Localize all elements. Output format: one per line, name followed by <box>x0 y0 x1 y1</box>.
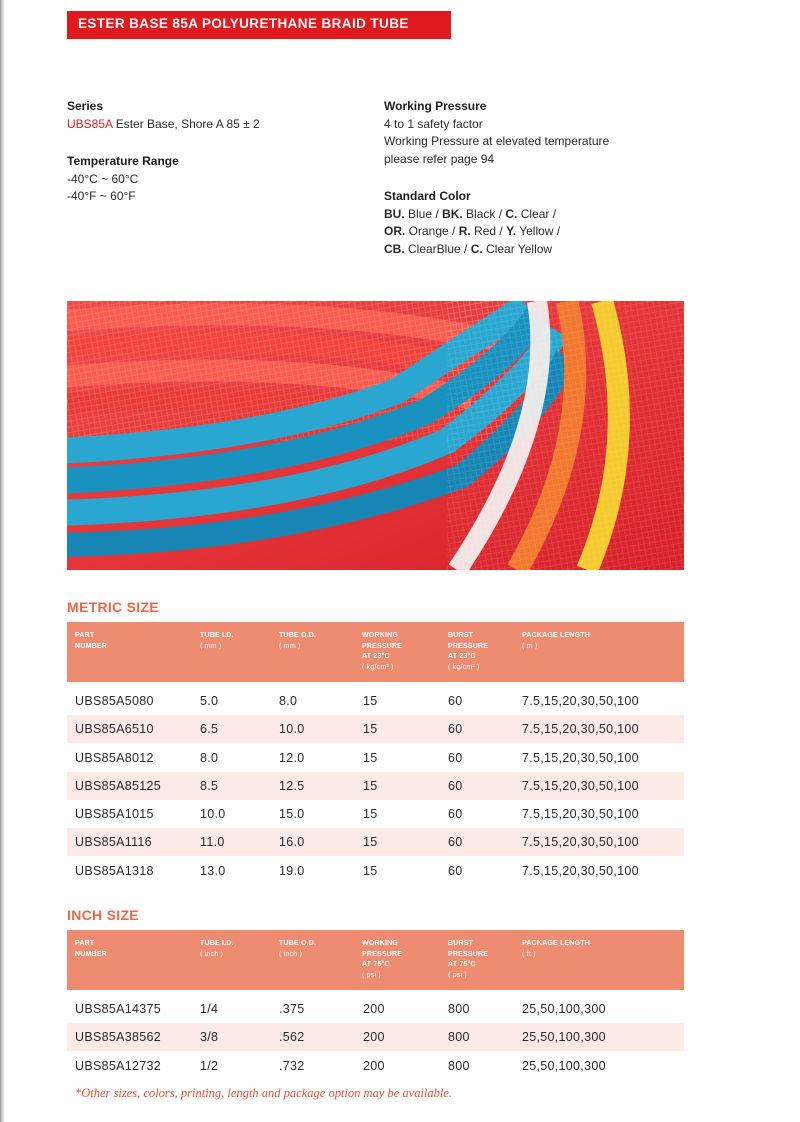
tube-od: 15.0 <box>279 807 305 821</box>
inch-header-tube-id: TUBE I.D. ( inch ) <box>200 940 234 958</box>
color-name-yellow: Yellow / <box>516 224 561 238</box>
table-row <box>67 715 684 743</box>
package-length: 7.5,15,20,30,50,100 <box>522 722 639 736</box>
working-pressure: 200 <box>363 1030 385 1044</box>
color-code-yellow: Y. <box>506 224 517 238</box>
color-code-orange: OR. <box>384 224 406 238</box>
series-code: UBS85A <box>67 116 113 131</box>
temperature-fahrenheit: -40°F ~ 60°F <box>67 189 136 203</box>
tube-od: 10.0 <box>279 722 305 736</box>
table-row <box>67 1023 684 1051</box>
table-row <box>67 687 684 715</box>
tube-id: 5.0 <box>200 694 219 708</box>
color-name-clear: Clear / <box>517 206 557 221</box>
metric-header-part: PART NUMBER <box>75 632 107 650</box>
inch-size-title: INCH SIZE <box>67 907 139 923</box>
tube-id: 6.5 <box>200 722 219 736</box>
table-row <box>67 828 684 856</box>
inch-header-working-pressure: WORKING PRESSURE AT 75°C ( psi ) <box>362 940 403 979</box>
burst-pressure: 60 <box>448 722 463 736</box>
product-photo <box>67 301 684 570</box>
package-length: 25,50,100,300 <box>522 1030 606 1044</box>
burst-pressure: 60 <box>448 779 463 793</box>
burst-pressure: 60 <box>448 694 463 708</box>
tube-id: 8.5 <box>200 779 219 793</box>
inch-header-package-length: PACKAGE LENGTH ( ft ) <box>522 940 591 958</box>
tube-id: 11.0 <box>200 835 225 849</box>
burst-pressure: 60 <box>448 835 463 849</box>
part-number: UBS85A14375 <box>75 1002 162 1016</box>
package-length: 25,50,100,300 <box>522 1059 606 1073</box>
working-pressure: 15 <box>363 751 378 765</box>
metric-header-tube-od: TUBE O.D. ( mm ) <box>279 632 317 650</box>
standard-color-block <box>384 188 560 258</box>
working-pressure: 15 <box>363 722 378 736</box>
series-description: Ester Base, Shore A 85 ± 2 <box>112 116 260 131</box>
working-pressure: 15 <box>363 779 378 793</box>
standard-color-line1 <box>384 206 560 224</box>
braided-tube-coils-image <box>67 301 684 570</box>
burst-pressure: 60 <box>448 751 463 765</box>
working-pressure: 200 <box>363 1002 385 1016</box>
temperature-block <box>67 153 179 206</box>
temperature-celsius: -40°C ~ 60°C <box>67 171 139 186</box>
color-name-orange: Orange / <box>405 224 459 238</box>
working-pressure: 15 <box>363 807 378 821</box>
tube-id: 10.0 <box>200 807 226 821</box>
color-code-red: R. <box>458 224 471 238</box>
working-pressure-line1: 4 to 1 safety factor <box>384 116 483 131</box>
tube-od: 12.0 <box>279 751 305 765</box>
tube-id: 8.0 <box>200 751 219 765</box>
burst-pressure: 800 <box>448 1030 470 1044</box>
color-code-clear: C. <box>505 206 518 221</box>
footnote: *Other sizes, colors, printing, length and package option may be available. <box>75 1086 453 1100</box>
part-number: UBS85A1318 <box>75 864 154 878</box>
tube-id: 1/4 <box>200 1002 219 1016</box>
series-heading: Series <box>67 99 104 113</box>
working-pressure-block <box>384 98 609 168</box>
table-row <box>67 772 684 800</box>
table-row <box>67 857 684 885</box>
metric-header-tube-id: TUBE I.D. ( mm ) <box>200 632 234 650</box>
table-row <box>67 995 684 1023</box>
standard-color-heading: Standard Color <box>384 189 471 203</box>
part-number: UBS85A1015 <box>75 807 154 821</box>
inch-header-part: PART NUMBER <box>75 940 107 958</box>
inch-header-tube-od: TUBE O.D. ( inch ) <box>279 940 317 958</box>
tube-od: .375 <box>279 1002 305 1016</box>
tube-id: 13.0 <box>200 864 226 878</box>
color-name-clear-yellow: Clear Yellow <box>482 241 553 256</box>
tube-od: 16.0 <box>279 835 305 849</box>
table-row <box>67 1052 684 1080</box>
standard-color-line2 <box>384 223 560 241</box>
tube-od: 8.0 <box>279 694 298 708</box>
burst-pressure: 800 <box>448 1059 470 1073</box>
part-number: UBS85A6510 <box>75 722 154 736</box>
standard-color-line3 <box>384 241 560 259</box>
color-name-black: Black / <box>462 206 506 221</box>
metric-header-package-length: PACKAGE LENGTH ( m ) <box>522 632 591 650</box>
package-length: 7.5,15,20,30,50,100 <box>522 694 639 708</box>
package-length: 7.5,15,20,30,50,100 <box>522 835 639 849</box>
color-code-clearblue: CB. <box>384 241 405 256</box>
package-length: 7.5,15,20,30,50,100 <box>522 751 639 765</box>
tube-od: .562 <box>279 1030 305 1044</box>
page-title: ESTER BASE 85A POLYURETHANE BRAID TUBE <box>78 16 409 31</box>
color-name-red: Red / <box>470 224 507 238</box>
burst-pressure: 60 <box>448 864 463 878</box>
working-pressure: 15 <box>363 835 378 849</box>
metric-header-working-pressure: WORKING PRESSURE AT 23°C ( kg/cm² ) <box>362 632 403 671</box>
tube-id: 1/2 <box>200 1059 219 1073</box>
working-pressure: 15 <box>363 864 378 878</box>
color-name-clearblue: ClearBlue / <box>404 241 471 256</box>
package-length: 7.5,15,20,30,50,100 <box>522 807 639 821</box>
part-number: UBS85A85125 <box>75 779 162 793</box>
inch-table-header <box>67 930 684 990</box>
color-code-clear-yellow: C. <box>470 241 483 256</box>
color-name-blue: Blue / <box>404 206 443 221</box>
part-number: UBS85A38562 <box>75 1030 162 1044</box>
color-code-blue: BU. <box>384 206 405 221</box>
temperature-heading: Temperature Range <box>67 154 179 168</box>
metric-size-title: METRIC SIZE <box>67 599 159 615</box>
page-edge-shadow <box>0 0 5 1122</box>
color-code-black: BK. <box>442 206 463 221</box>
series-block <box>67 98 260 133</box>
metric-table-header <box>67 622 684 682</box>
package-length: 7.5,15,20,30,50,100 <box>522 864 639 878</box>
working-pressure-line2: Working Pressure at elevated temperature <box>384 134 610 148</box>
tube-od: 12.5 <box>279 779 305 793</box>
working-pressure-line3: please refer page 94 <box>384 151 495 166</box>
tube-od: 19.0 <box>279 864 305 878</box>
part-number: UBS85A5080 <box>75 694 154 708</box>
tube-od: .732 <box>279 1059 305 1073</box>
burst-pressure: 800 <box>448 1002 470 1016</box>
table-row <box>67 744 684 772</box>
burst-pressure: 60 <box>448 807 463 821</box>
working-pressure: 200 <box>363 1059 385 1073</box>
series-value <box>67 116 260 134</box>
table-row <box>67 800 684 828</box>
inch-header-burst-pressure: BURST PRESSURE AT 75°C ( psi ) <box>448 940 489 979</box>
package-length: 25,50,100,300 <box>522 1002 606 1016</box>
working-pressure-heading: Working Pressure <box>384 99 487 113</box>
package-length: 7.5,15,20,30,50,100 <box>522 779 639 793</box>
part-number: UBS85A1116 <box>75 835 152 849</box>
working-pressure: 15 <box>363 694 378 708</box>
tube-id: 3/8 <box>200 1030 219 1044</box>
part-number: UBS85A12732 <box>75 1059 162 1073</box>
metric-header-burst-pressure: BURST PRESSURE AT 23°C ( kg/cm² ) <box>448 632 489 671</box>
part-number: UBS85A8012 <box>75 751 154 765</box>
